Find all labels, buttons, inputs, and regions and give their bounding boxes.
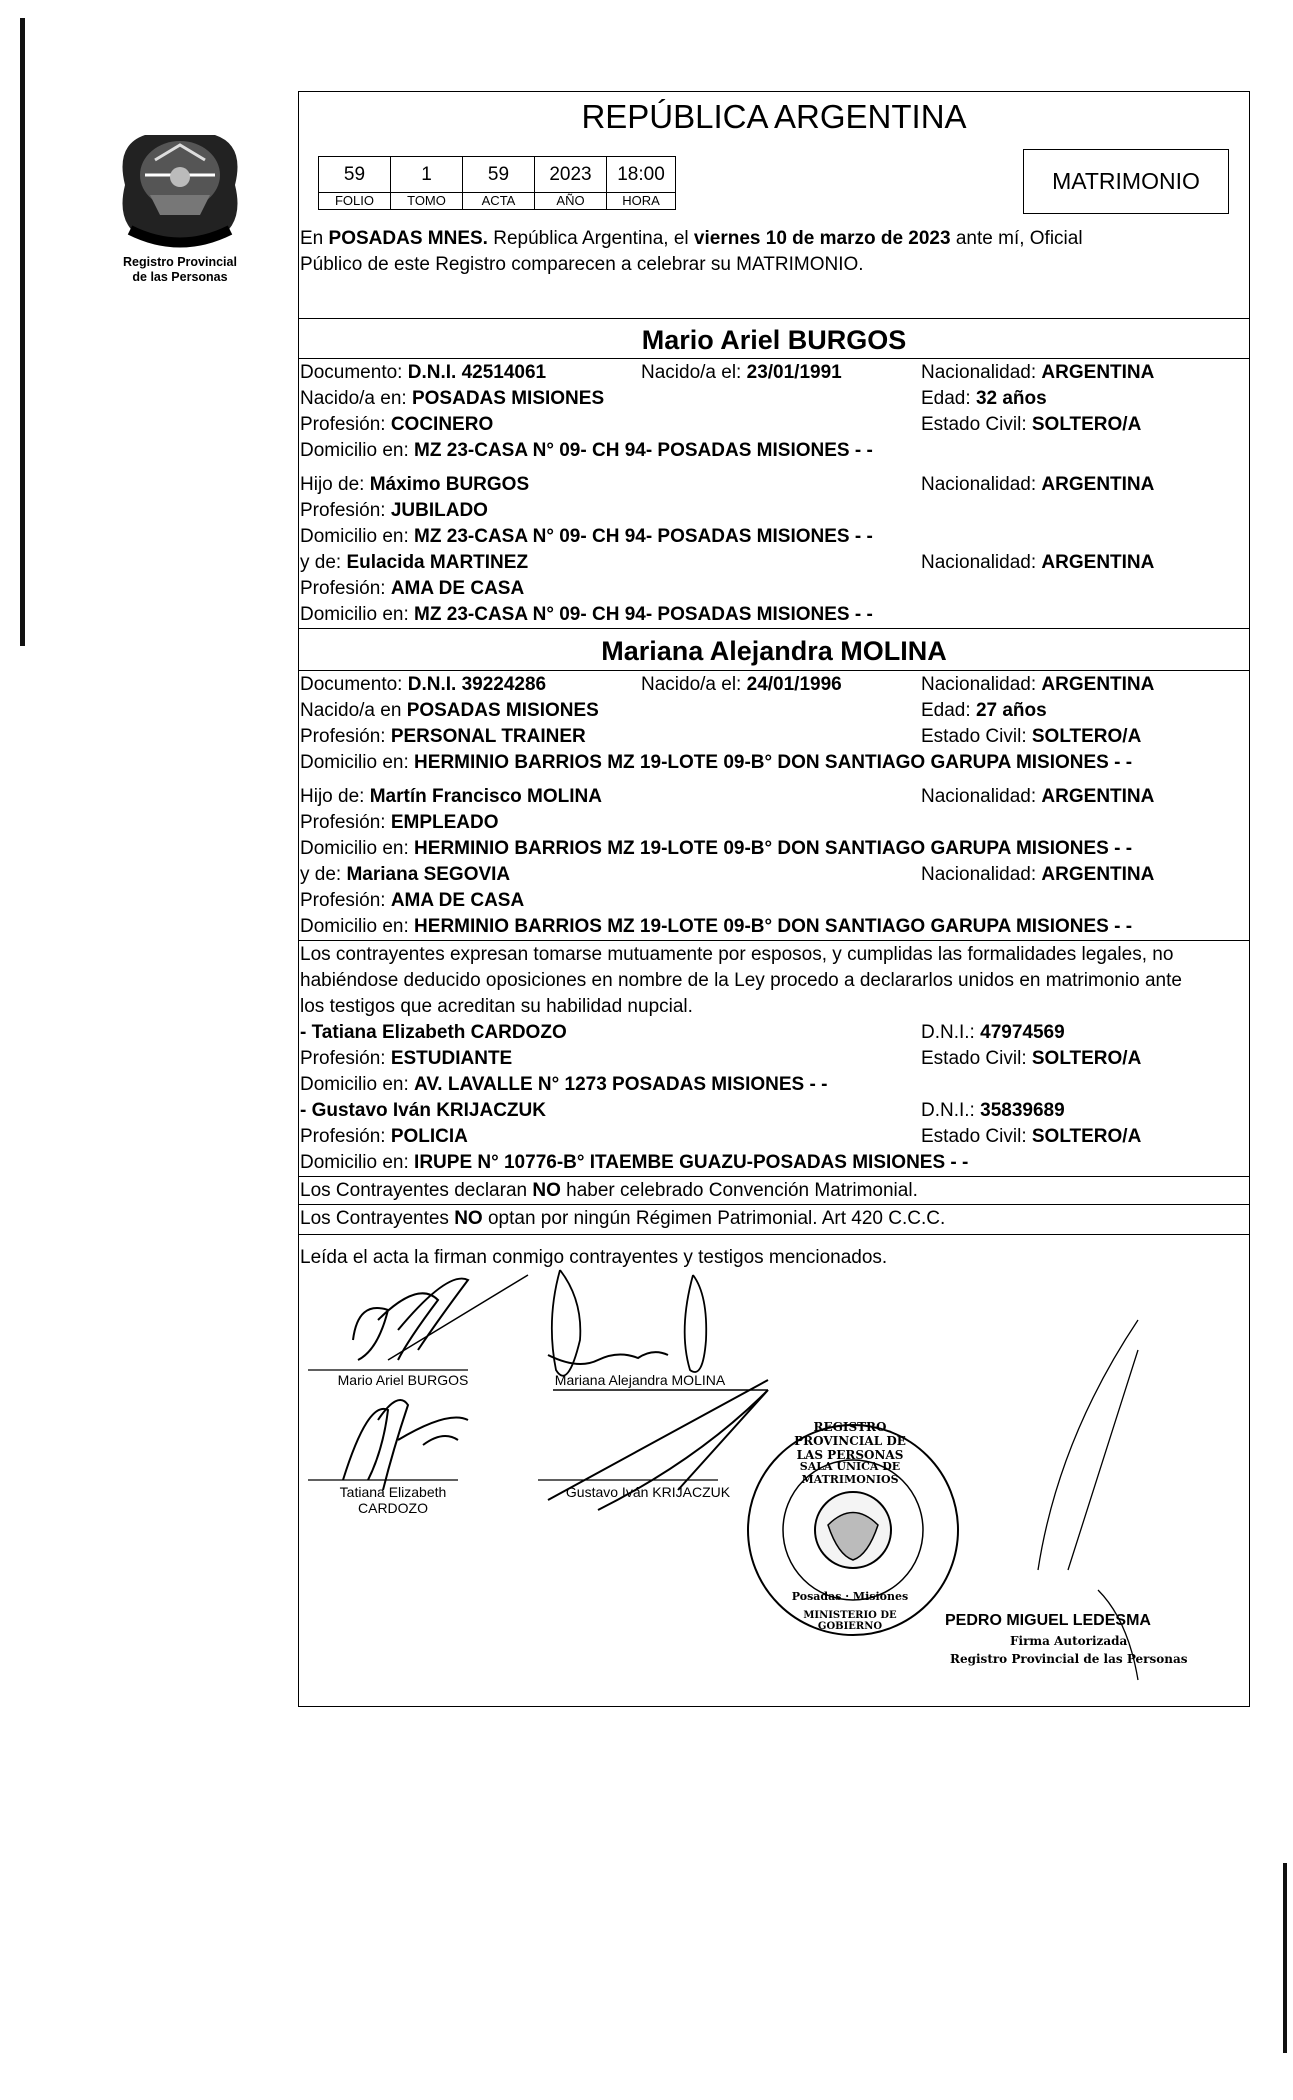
convention-line-1: Los Contrayentes declaran NO haber celebrado Convención Matrimonial.: [300, 1180, 918, 1201]
groom-address: Domicilio en: MZ 23-CASA N° 09- CH 94- POSADAS MISIONES - -: [300, 440, 873, 461]
witness-2-profession: Profesión: POLICIA: [300, 1126, 468, 1147]
witness-2-address: Domicilio en: IRUPE N° 10776-B° ITAEMBE GUAZU-POSADAS MISIONES - -: [300, 1152, 969, 1173]
signature-caption-bride: Mariana Alejandra MOLINA: [554, 1372, 726, 1388]
bride-nationality: Nacionalidad: ARGENTINA: [921, 674, 1155, 695]
official-office: Registro Provincial de las Personas: [950, 1652, 1188, 1666]
bride-mother-address: Domicilio en: HERMINIO BARRIOS MZ 19-LOTE 09-B° DON SANTIAGO GARUPA MISIONES - -: [300, 916, 1133, 937]
divider: [298, 358, 1250, 359]
groom-profession: Profesión: COCINERO: [300, 414, 494, 435]
anio-value: 2023: [535, 157, 607, 193]
divider: [298, 940, 1250, 941]
divider: [298, 1176, 1250, 1177]
groom-mother: y de: Eulacida MARTINEZ: [300, 552, 529, 573]
divider: [298, 1234, 1250, 1235]
logo-caption: Registro Provincial de las Personas: [123, 255, 237, 284]
official-title: Firma Autorizada: [1010, 1634, 1128, 1648]
declaration-line-3: los testigos que acreditan su habilidad nupcial.: [300, 996, 693, 1017]
witness-2-dni: D.N.I.: 35839689: [921, 1100, 1065, 1121]
witness-2-civil-status: Estado Civil: SOLTERO/A: [921, 1126, 1142, 1147]
groom-civil-status: Estado Civil: SOLTERO/A: [921, 414, 1142, 435]
groom-birthplace: Nacido/a en: POSADAS MISIONES: [300, 388, 605, 409]
witness-1-profession: Profesión: ESTUDIANTE: [300, 1048, 513, 1069]
divider: [298, 670, 1250, 671]
groom-name: Mario Ariel BURGOS: [641, 325, 907, 355]
divider: [298, 318, 1250, 319]
witness-1-dni: D.N.I.: 47974569: [921, 1022, 1065, 1043]
declaration-line-1: Los contrayentes expresan tomarse mutuamente por esposos, y cumplidas las formalidades legales, no: [300, 944, 1174, 965]
document-title: REPÚBLICA ARGENTINA: [581, 98, 967, 135]
groom-father-nationality: Nacionalidad: ARGENTINA: [921, 474, 1155, 495]
groom-age: Edad: 32 años: [921, 388, 1047, 409]
bride-birthplace: Nacido/a en POSADAS MISIONES: [300, 700, 599, 721]
declaration-line-2: habiéndose deducido oposiciones en nombre de la Ley procedo a declararlos unidos en matrimonio ante: [300, 970, 1182, 991]
bride-document: Documento: D.N.I. 39224286: [300, 674, 547, 695]
tomo-value: 1: [391, 157, 463, 193]
scan-margin-bar: [20, 18, 25, 646]
bride-father-nationality: Nacionalidad: ARGENTINA: [921, 786, 1155, 807]
witness-1-address: Domicilio en: AV. LAVALLE N° 1273 POSADAS MISIONES - -: [300, 1074, 828, 1095]
closing-statement: Leída el acta la firman conmigo contrayentes y testigos mencionados.: [300, 1247, 888, 1268]
hora-label: HORA: [607, 193, 676, 210]
acta-label: ACTA: [463, 193, 535, 210]
witness-2-name: - Gustavo Iván KRIJACZUK: [300, 1100, 546, 1121]
stamp-ministry-text: MINISTERIO DE GOBIERNO: [803, 1610, 897, 1632]
stamp-inner-text: SALA UNICA DE MATRIMONIOS: [799, 1460, 901, 1486]
tomo-label: TOMO: [391, 193, 463, 210]
bride-profession: Profesión: PERSONAL TRAINER: [300, 726, 586, 747]
scan-margin-bar: [1283, 1863, 1287, 2053]
anio-label: AÑO: [535, 193, 607, 210]
intro-line-2: Público de este Registro comparecen a celebrar su MATRIMONIO.: [300, 254, 864, 275]
convention-line-2: Los Contrayentes NO optan por ningún Régimen Patrimonial. Art 420 C.C.C.: [300, 1208, 946, 1229]
signatures-drawing: [298, 1240, 1250, 1700]
registry-table: [318, 156, 676, 210]
groom-father-profession: Profesión: JUBILADO: [300, 500, 488, 521]
bride-birthdate: Nacido/a el: 24/01/1996: [641, 674, 842, 695]
witness-1-civil-status: Estado Civil: SOLTERO/A: [921, 1048, 1142, 1069]
stamp-outer-text: REGISTRO PROVINCIAL DE LAS PERSONAS: [794, 1420, 906, 1462]
signature-caption-witness-2: Gustavo Iván KRIJACZUK: [565, 1484, 731, 1500]
act-type-box: MATRIMONIO: [1023, 149, 1229, 214]
signature-caption-groom: Mario Ariel BURGOS: [337, 1372, 469, 1388]
divider: [298, 1204, 1250, 1205]
divider: [298, 628, 1250, 629]
official-name: PEDRO MIGUEL LEDESMA: [945, 1612, 1151, 1629]
bride-age: Edad: 27 años: [921, 700, 1047, 721]
stamp-bottom-text: Posadas · Misiones: [791, 1590, 909, 1603]
folio-value: 59: [319, 157, 391, 193]
groom-father-address: Domicilio en: MZ 23-CASA N° 09- CH 94- POSADAS MISIONES - -: [300, 526, 873, 547]
bride-mother: y de: Mariana SEGOVIA: [300, 864, 511, 885]
hora-value: 18:00: [607, 157, 676, 193]
bride-mother-nationality: Nacionalidad: ARGENTINA: [921, 864, 1155, 885]
groom-document: Documento: D.N.I. 42514061: [300, 362, 547, 383]
groom-mother-address: Domicilio en: MZ 23-CASA N° 09- CH 94- POSADAS MISIONES - -: [300, 604, 873, 625]
groom-birthdate: Nacido/a el: 23/01/1991: [641, 362, 842, 383]
bride-address: Domicilio en: HERMINIO BARRIOS MZ 19-LOTE 09-B° DON SANTIAGO GARUPA MISIONES - -: [300, 752, 1133, 773]
intro-line-1: En POSADAS MNES. República Argentina, el viernes 10 de marzo de 2023 ante mí, Oficial: [300, 228, 1083, 249]
bride-father: Hijo de: Martín Francisco MOLINA: [300, 786, 602, 807]
witness-1-name: - Tatiana Elizabeth CARDOZO: [300, 1022, 567, 1043]
groom-nationality: Nacionalidad: ARGENTINA: [921, 362, 1155, 383]
bride-mother-profession: Profesión: AMA DE CASA: [300, 890, 525, 911]
province-logo: [105, 115, 255, 260]
bride-name: Mariana Alejandra MOLINA: [601, 636, 947, 666]
groom-mother-nationality: Nacionalidad: ARGENTINA: [921, 552, 1155, 573]
groom-mother-profession: Profesión: AMA DE CASA: [300, 578, 525, 599]
acta-value: 59: [463, 157, 535, 193]
groom-father: Hijo de: Máximo BURGOS: [300, 474, 530, 495]
signature-caption-witness-1: Tatiana Elizabeth CARDOZO: [339, 1484, 447, 1516]
bride-father-profession: Profesión: EMPLEADO: [300, 812, 499, 833]
bride-father-address: Domicilio en: HERMINIO BARRIOS MZ 19-LOTE 09-B° DON SANTIAGO GARUPA MISIONES - -: [300, 838, 1133, 859]
bride-civil-status: Estado Civil: SOLTERO/A: [921, 726, 1142, 747]
folio-label: FOLIO: [319, 193, 391, 210]
